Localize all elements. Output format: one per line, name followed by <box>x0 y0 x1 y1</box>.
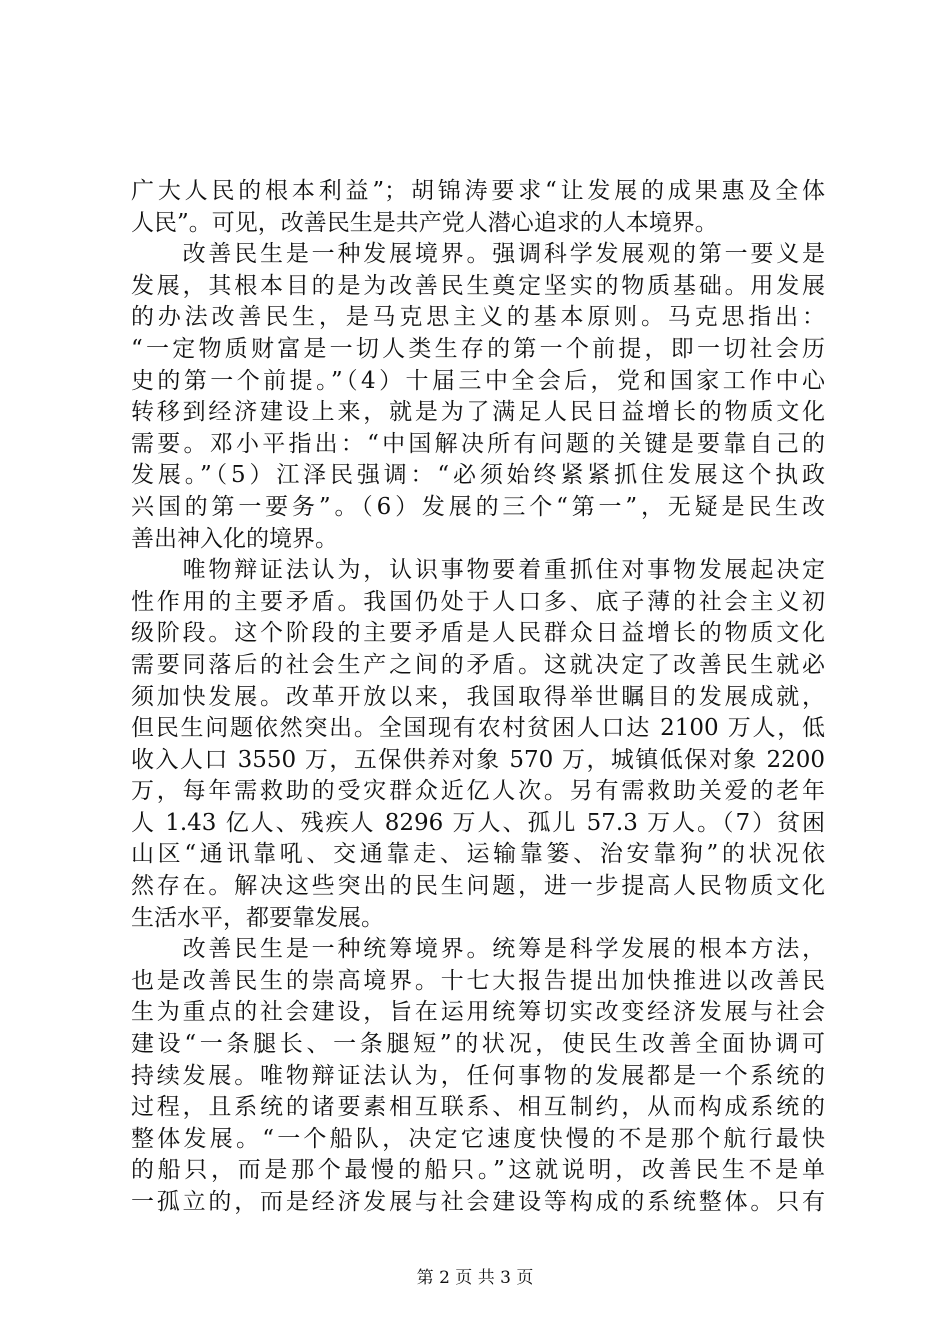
text-line: 的船只，而是那个最慢的船只。”这就说明，改善民生不是单 <box>131 1157 825 1184</box>
text-line: 然存在。解决这些突出的民生问题，进一步提高人民物质文化 <box>131 873 825 900</box>
text-line: 收入人口 3550 万，五保供养对象 570 万，城镇低保对象 2200 <box>131 746 825 773</box>
text-line: 整体发展。“一个船队，决定它速度快慢的不是那个航行最快 <box>131 1125 825 1152</box>
text-line: 史的第一个前提。”（4）十届三中全会后，党和国家工作中心 <box>131 367 825 394</box>
text-line: 生活水平，都要靠发展。 <box>131 904 384 931</box>
text-line: 发展，其根本目的是为改善民生奠定坚实的物质基础。用发展 <box>131 272 825 299</box>
text-line: 的办法改善民生，是马克思主义的基本原则。马克思指出： <box>131 304 825 331</box>
text-line: 兴国的第一要务”。（6）发展的三个“第一”，无疑是民生改 <box>131 493 825 520</box>
text-line: 过程，且系统的诸要素相互联系、相互制约，从而构成系统的 <box>131 1094 825 1121</box>
text-line: 但民生问题依然突出。全国现有农村贫困人口达 2100 万人，低 <box>131 715 825 742</box>
text-line: 也是改善民生的崇高境界。十七大报告提出加快推进以改善民 <box>131 967 825 994</box>
text-line: 万，每年需救助的受灾群众近亿人次。另有需救助关爱的老年 <box>131 778 825 805</box>
text-line: “一定物质财富是一切人类生存的第一个前提，即一切社会历 <box>131 335 825 362</box>
text-line: 人民”。可见，改善民生是共产党人潜心追求的人本境界。 <box>131 209 718 236</box>
text-line: 一孤立的，而是经济发展与社会建设等构成的系统整体。只有 <box>131 1189 825 1215</box>
page-footer: 第 2 页 共 3 页 <box>416 1268 534 1288</box>
text-line: 需要同落后的社会生产之间的矛盾。这就决定了改善民生就必 <box>131 651 825 678</box>
text-line: 改善民生是一种发展境界。强调科学发展观的第一要义是 <box>131 241 825 268</box>
text-line: 须加快发展。改革开放以来，我国取得举世瞩目的发展成就， <box>131 683 825 710</box>
text-line: 需要。邓小平指出：“中国解决所有问题的关键是要靠自己的 <box>131 430 825 457</box>
text-line: 级阶段。这个阶段的主要矛盾是人民群众日益增长的物质文化 <box>131 620 825 647</box>
text-line: 人 1.43 亿人、残疾人 8296 万人、孤儿 57.3 万人。（7）贫困 <box>131 809 825 836</box>
text-line: 转移到经济建设上来，就是为了满足人民日益增长的物质文化 <box>131 399 825 426</box>
text-line: 生为重点的社会建设，旨在运用统筹切实改变经济发展与社会 <box>131 999 825 1026</box>
text-line: 广大人民的根本利益”；胡锦涛要求“让发展的成果惠及全体 <box>131 178 825 204</box>
text-line: 发展。”（5）江泽民强调：“必须始终紧紧抓住发展这个执政 <box>131 462 825 489</box>
text-line: 唯物辩证法认为，认识事物要着重抓住对事物发展起决定 <box>131 557 825 584</box>
text-line: 持续发展。唯物辩证法认为，任何事物的发展都是一个系统的 <box>131 1062 825 1089</box>
text-line: 善出神入化的境界。 <box>131 525 338 552</box>
text-line: 山区“通讯靠吼、交通靠走、运输靠篓、治安靠狗”的状况依 <box>131 841 825 868</box>
text-line: 建设“一条腿长、一条腿短”的状况，使民生改善全面协调可 <box>131 1031 825 1058</box>
text-line: 性作用的主要矛盾。我国仍处于人口多、底子薄的社会主义初 <box>131 588 825 615</box>
body-text <box>131 176 825 1219</box>
text-line: 改善民生是一种统筹境界。统筹是科学发展的根本方法， <box>131 936 825 963</box>
